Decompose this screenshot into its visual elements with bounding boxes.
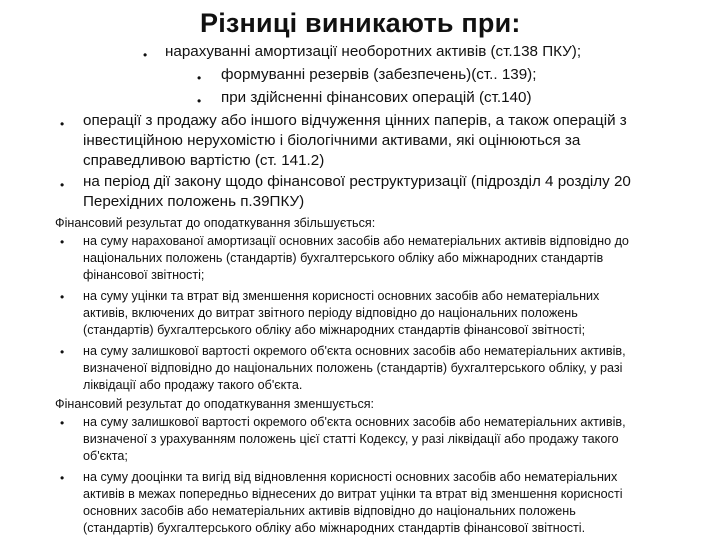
bullet-icon: • <box>197 94 202 108</box>
decrease-item-line: на суму залишкової вартості окремого об'єкта основних засобів або нематеріальних активів, <box>83 415 626 429</box>
increase-item-line: на суму залишкової вартості окремого об'єкта основних засобів або нематеріальних активів, <box>83 344 626 358</box>
decrease-item-line: активів в межах попередньо віднесених до витрат уцінки та втрат від зменшення корисності <box>83 487 623 501</box>
bullet-icon: • <box>143 48 148 62</box>
top-item-line: Перехідних положень п.39ПКУ) <box>83 193 305 210</box>
decrease-item-line: на суму дооцінки та вигід від відновлення корисності основних засобів або нематеріальних <box>83 470 618 484</box>
bullet-icon: • <box>60 416 65 430</box>
top-item-line: інвестиційною нерухомістю і біологічними активами, які оцінюються за <box>83 132 581 149</box>
increase-item-line: національних положень (стандартів) бухгалтерського обліку або міжнародних стандартів <box>83 251 604 265</box>
top-item-line: справедливою вартістю (ст. 141.2) <box>83 152 325 169</box>
top-item-line: при здійсненні фінансових операцій (ст.140) <box>221 89 532 106</box>
bullet-icon: • <box>60 117 65 131</box>
top-item-line: формуванні резервів (забезпечень)(ст.. 139); <box>221 66 537 83</box>
bullet-icon: • <box>60 471 65 485</box>
bullet-icon: • <box>60 345 65 359</box>
increase-item-line: ліквідації або продажу такого об'єкта. <box>83 378 303 392</box>
decrease-item-line: (стандартів) бухгалтерського обліку або міжнародних стандартів фінансової звітності. <box>83 521 586 535</box>
bullet-icon: • <box>197 71 202 85</box>
increase-item-line: на суму нарахованої амортизації основних засобів або нематеріальних активів відповідно до <box>83 234 629 248</box>
slide-title: Різниці виникають при: <box>200 8 521 38</box>
increase-item-line: на суму уцінки та втрат від зменшення корисності основних засобів або нематеріальних <box>83 289 600 303</box>
top-item-line: операції з продажу або іншого відчуження цінних паперів, а також операцій з <box>83 112 627 129</box>
bullet-icon: • <box>60 235 65 249</box>
top-item-line: на період дії закону щодо фінансової реструктуризації (підрозділ 4 розділу 20 <box>83 173 631 190</box>
top-item-line: нарахуванні амортизації необоротних активів (ст.138 ПКУ); <box>165 43 582 60</box>
decrease-item-line: визначеної з урахуванням положень цієї статті Кодексу, у разі ліквідації або продажу такого <box>83 432 619 446</box>
increase-item-line: (стандартів) бухгалтерського обліку або міжнародних стандартів фінансової звітності; <box>83 323 586 337</box>
increase-item-line: активів, включених до витрат звітного періоду відповідно до національних положень <box>83 306 578 320</box>
decrease-item-line: об'єкта; <box>83 449 128 463</box>
bullet-icon: • <box>60 290 65 304</box>
bullet-icon: • <box>60 178 65 192</box>
increase-item-line: визначеної відповідно до національних положень (стандартів) бухгалтерського обліку, у разі <box>83 361 623 375</box>
increase-item-line: фінансової звітності; <box>83 268 205 282</box>
increase-heading: Фінансовий результат до оподаткування збільшується: <box>55 216 376 230</box>
decrease-heading: Фінансовий результат до оподаткування зменшується: <box>55 397 375 411</box>
decrease-item-line: основних засобів або нематеріальних активів відповідно до національних положень <box>83 504 576 518</box>
